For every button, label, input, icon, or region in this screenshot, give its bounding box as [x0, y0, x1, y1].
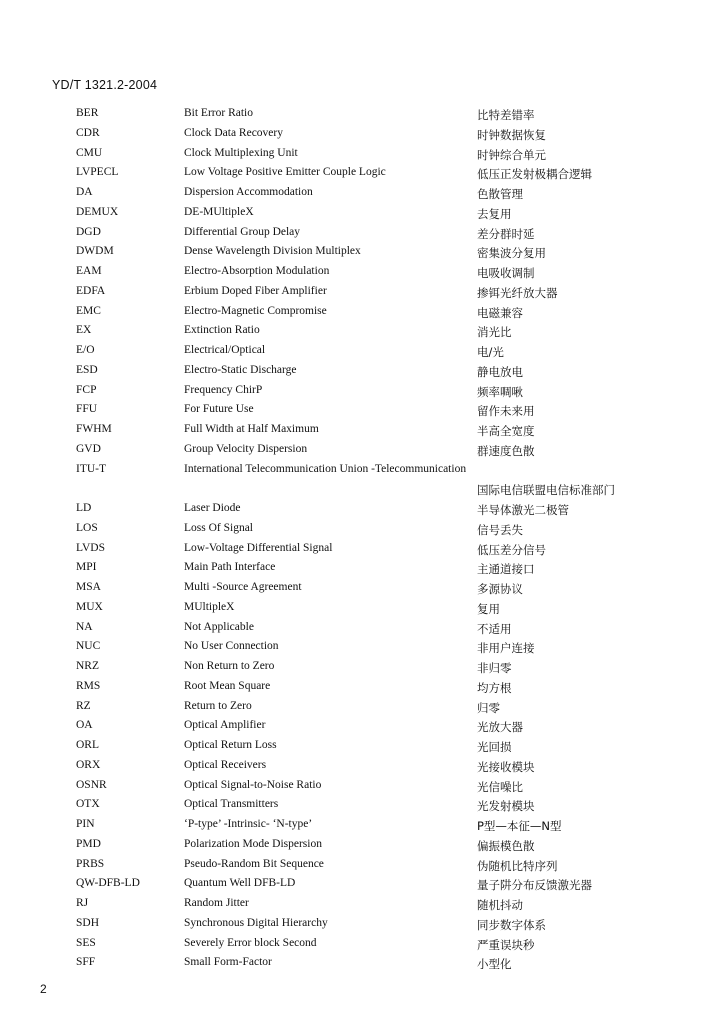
chinese-term: 差分群时延 — [477, 226, 535, 241]
table-row — [0, 127, 711, 147]
table-row — [0, 206, 711, 226]
english-term: International Telecommunication Union -Telecommunication — [184, 462, 467, 475]
table-row — [0, 818, 711, 838]
abbreviation: FFU — [76, 403, 98, 416]
chinese-term: 电磁兼容 — [477, 305, 523, 320]
table-row — [0, 621, 711, 641]
abbreviation: EAM — [76, 265, 102, 277]
english-term: Low Voltage Positive Emitter Couple Logic — [184, 166, 386, 179]
chinese-term: 国际电信联盟电信标准部门 — [477, 483, 615, 498]
chinese-term: 非用户连接 — [477, 641, 535, 656]
table-row — [0, 403, 711, 423]
table-row — [0, 561, 711, 581]
english-term: Frequency ChirP — [184, 383, 263, 396]
chinese-term: 电/光 — [477, 345, 504, 359]
english-term: Optical Return Loss — [184, 739, 277, 751]
table-row — [0, 937, 711, 957]
abbreviation: LVPECL — [76, 166, 119, 179]
table-row — [0, 601, 711, 621]
abbreviation: CDR — [76, 126, 100, 139]
english-term: ‘P-type’ -Intrinsic- ‘N-type’ — [184, 818, 313, 830]
english-term: Dense Wavelength Division Multiplex — [184, 245, 361, 258]
chinese-term: 光信噪比 — [477, 779, 523, 794]
table-row — [0, 443, 711, 463]
document-code: YD/T 1321.2-2004 — [52, 78, 158, 92]
chinese-term: 同步数字体系 — [477, 917, 546, 932]
table-row — [0, 423, 711, 443]
table-row — [0, 877, 711, 897]
abbreviation: NUC — [76, 640, 101, 653]
chinese-term: P型—本征—N型 — [477, 819, 562, 833]
table-row — [0, 779, 711, 799]
table-row — [0, 640, 711, 660]
table-row — [0, 344, 711, 364]
english-term: Return to Zero — [184, 699, 252, 712]
chinese-term: 消光比 — [477, 325, 512, 340]
abbreviation: LOS — [76, 521, 98, 534]
chinese-term: 低压正发射极耦合逻辑 — [477, 167, 592, 182]
table-row — [0, 798, 711, 818]
abbreviation: PRBS — [76, 857, 105, 870]
abbreviation: EDFA — [76, 284, 106, 297]
english-term: Clock Data Recovery — [184, 126, 283, 139]
english-term: Low-Voltage Differential Signal — [184, 541, 333, 554]
table-row — [0, 166, 711, 186]
abbreviation: ORL — [76, 739, 99, 751]
table-row — [0, 384, 711, 404]
english-term: Severely Error block Second — [184, 936, 317, 949]
english-term: Small Form-Factor — [184, 956, 272, 969]
english-term: Bit Error Ratio — [184, 107, 253, 119]
chinese-term: 偏振模色散 — [477, 838, 535, 853]
table-row — [0, 285, 711, 305]
english-term: Optical Signal-to-Noise Ratio — [184, 778, 322, 791]
chinese-term: 电吸收调制 — [477, 266, 535, 280]
table-row — [0, 305, 711, 325]
chinese-term: 留作未来用 — [477, 404, 535, 419]
table-row — [0, 522, 711, 542]
chinese-term: 均方根 — [477, 680, 512, 695]
abbreviation: SFF — [76, 956, 96, 969]
table-row — [0, 700, 711, 720]
abbreviation: CMU — [76, 146, 103, 159]
abbreviation: DGD — [76, 225, 101, 238]
english-term: Erbium Doped Fiber Amplifier — [184, 284, 327, 297]
abbreviation: EMC — [76, 304, 101, 317]
english-term: Electro-Absorption Modulation — [184, 265, 330, 277]
table-row — [0, 324, 711, 344]
english-term: Optical Transmitters — [184, 798, 279, 811]
table-row — [0, 226, 711, 246]
abbreviation: OA — [76, 719, 93, 732]
abbreviation: DWDM — [76, 245, 114, 258]
abbreviation: LVDS — [76, 541, 105, 554]
table-row — [0, 364, 711, 384]
english-term: Not Applicable — [184, 620, 254, 633]
chinese-term: 群速度色散 — [477, 443, 535, 458]
abbreviation: FWHM — [76, 423, 112, 435]
table-row — [0, 680, 711, 700]
abbreviation: DA — [76, 186, 93, 198]
english-term: Dispersion Accommodation — [184, 186, 313, 198]
english-term: For Future Use — [184, 403, 254, 416]
table-row — [0, 660, 711, 680]
english-term: Electrical/Optical — [184, 344, 266, 356]
table-row — [0, 917, 711, 937]
english-term: Non Return to Zero — [184, 660, 275, 672]
abbreviation: RZ — [76, 699, 91, 712]
chinese-term: 比特差错率 — [477, 108, 535, 122]
chinese-term: 复用 — [477, 601, 500, 616]
english-term: Differential Group Delay — [184, 225, 301, 238]
table-row — [0, 265, 711, 285]
chinese-term: 伪随机比特序列 — [477, 858, 558, 873]
table-row — [0, 107, 711, 127]
english-term: Quantum Well DFB-LD — [184, 877, 296, 890]
chinese-term: 小型化 — [477, 957, 512, 972]
table-row — [0, 542, 711, 562]
abbreviation: PMD — [76, 837, 101, 850]
table-row — [0, 245, 711, 265]
abbreviation: SES — [76, 936, 96, 949]
english-term: Random Jitter — [184, 897, 249, 909]
english-term: Full Width at Half Maximum — [184, 423, 319, 435]
table-row — [0, 858, 711, 878]
english-term: Main Path Interface — [184, 561, 276, 574]
chinese-term: 时钟数据恢复 — [477, 127, 546, 142]
english-term: Group Velocity Dispersion — [184, 442, 308, 455]
abbreviation: PIN — [76, 818, 95, 830]
chinese-term: 光发射模块 — [477, 799, 535, 814]
chinese-term: 光放大器 — [477, 720, 523, 735]
abbreviation: ESD — [76, 363, 98, 376]
abbreviation: RMS — [76, 679, 101, 692]
chinese-term: 半高全宽度 — [477, 424, 535, 438]
chinese-term: 多源协议 — [477, 582, 523, 596]
abbreviation: ITU-T — [76, 462, 107, 475]
english-term: Pseudo-Random Bit Sequence — [184, 857, 324, 870]
english-term: Polarization Mode Dispersion — [184, 837, 322, 850]
table-row — [0, 838, 711, 858]
abbreviation: E/O — [76, 344, 95, 356]
english-term: MUltipleX — [184, 600, 235, 613]
chinese-term: 信号丢失 — [477, 522, 523, 537]
abbreviation: MUX — [76, 600, 103, 613]
english-term: Extinction Ratio — [184, 324, 260, 337]
abbreviation: EX — [76, 324, 92, 337]
abbreviation: SDH — [76, 916, 100, 929]
chinese-term: 去复用 — [477, 206, 512, 221]
table-row — [0, 956, 711, 976]
abbreviation: QW-DFB-LD — [76, 877, 140, 890]
abbreviation: LD — [76, 502, 92, 514]
abbreviation: NA — [76, 620, 93, 633]
english-term: DE-MUltipleX — [184, 205, 254, 218]
chinese-term: 归零 — [477, 700, 500, 715]
abbreviation: NRZ — [76, 660, 99, 672]
chinese-term: 频率啁啾 — [477, 384, 523, 399]
abbreviation: FCP — [76, 383, 97, 396]
abbreviation-table — [0, 107, 711, 976]
page-number: 2 — [40, 982, 47, 996]
chinese-term: 静电放电 — [477, 364, 523, 379]
english-term: Electro-Static Discharge — [184, 363, 297, 376]
abbreviation: MPI — [76, 561, 97, 574]
chinese-term: 量子阱分布反馈激光器 — [477, 878, 592, 893]
chinese-term: 主通道接口 — [477, 562, 535, 577]
abbreviation: MSA — [76, 581, 101, 593]
chinese-term: 半导体激光二极管 — [477, 503, 569, 517]
chinese-term: 光回损 — [477, 740, 512, 754]
chinese-term: 色散管理 — [477, 187, 523, 201]
abbreviation: DEMUX — [76, 205, 119, 218]
english-term: Root Mean Square — [184, 679, 271, 692]
abbreviation: GVD — [76, 442, 101, 455]
chinese-term: 随机抖动 — [477, 898, 523, 912]
table-row — [0, 463, 711, 483]
chinese-term: 低压差分信号 — [477, 542, 546, 557]
chinese-term: 掺铒光纤放大器 — [477, 285, 558, 300]
abbreviation: OSNR — [76, 778, 107, 791]
chinese-term: 严重误块秒 — [477, 937, 535, 952]
english-term: No User Connection — [184, 640, 279, 653]
english-term: Optical Amplifier — [184, 719, 266, 732]
abbreviation: OTX — [76, 798, 100, 811]
english-term: Laser Diode — [184, 502, 241, 514]
english-term: Multi -Source Agreement — [184, 581, 302, 593]
table-row — [0, 482, 711, 502]
english-term: Synchronous Digital Hierarchy — [184, 916, 328, 929]
chinese-term: 不适用 — [477, 621, 512, 636]
english-term: Loss Of Signal — [184, 521, 253, 534]
abbreviation: BER — [76, 107, 99, 119]
chinese-term: 光接收模块 — [477, 759, 535, 774]
table-row — [0, 739, 711, 759]
chinese-term: 时钟综合单元 — [477, 147, 546, 162]
english-term: Clock Multiplexing Unit — [184, 146, 298, 159]
table-row — [0, 502, 711, 522]
abbreviation: ORX — [76, 758, 101, 771]
table-row — [0, 186, 711, 206]
chinese-term: 密集波分复用 — [477, 246, 546, 261]
table-row — [0, 581, 711, 601]
table-row — [0, 897, 711, 917]
table-row — [0, 147, 711, 167]
table-row — [0, 719, 711, 739]
english-term: Electro-Magnetic Compromise — [184, 304, 327, 317]
abbreviation: RJ — [76, 897, 89, 909]
chinese-term: 非归零 — [477, 661, 512, 675]
table-row — [0, 759, 711, 779]
english-term: Optical Receivers — [184, 758, 267, 771]
